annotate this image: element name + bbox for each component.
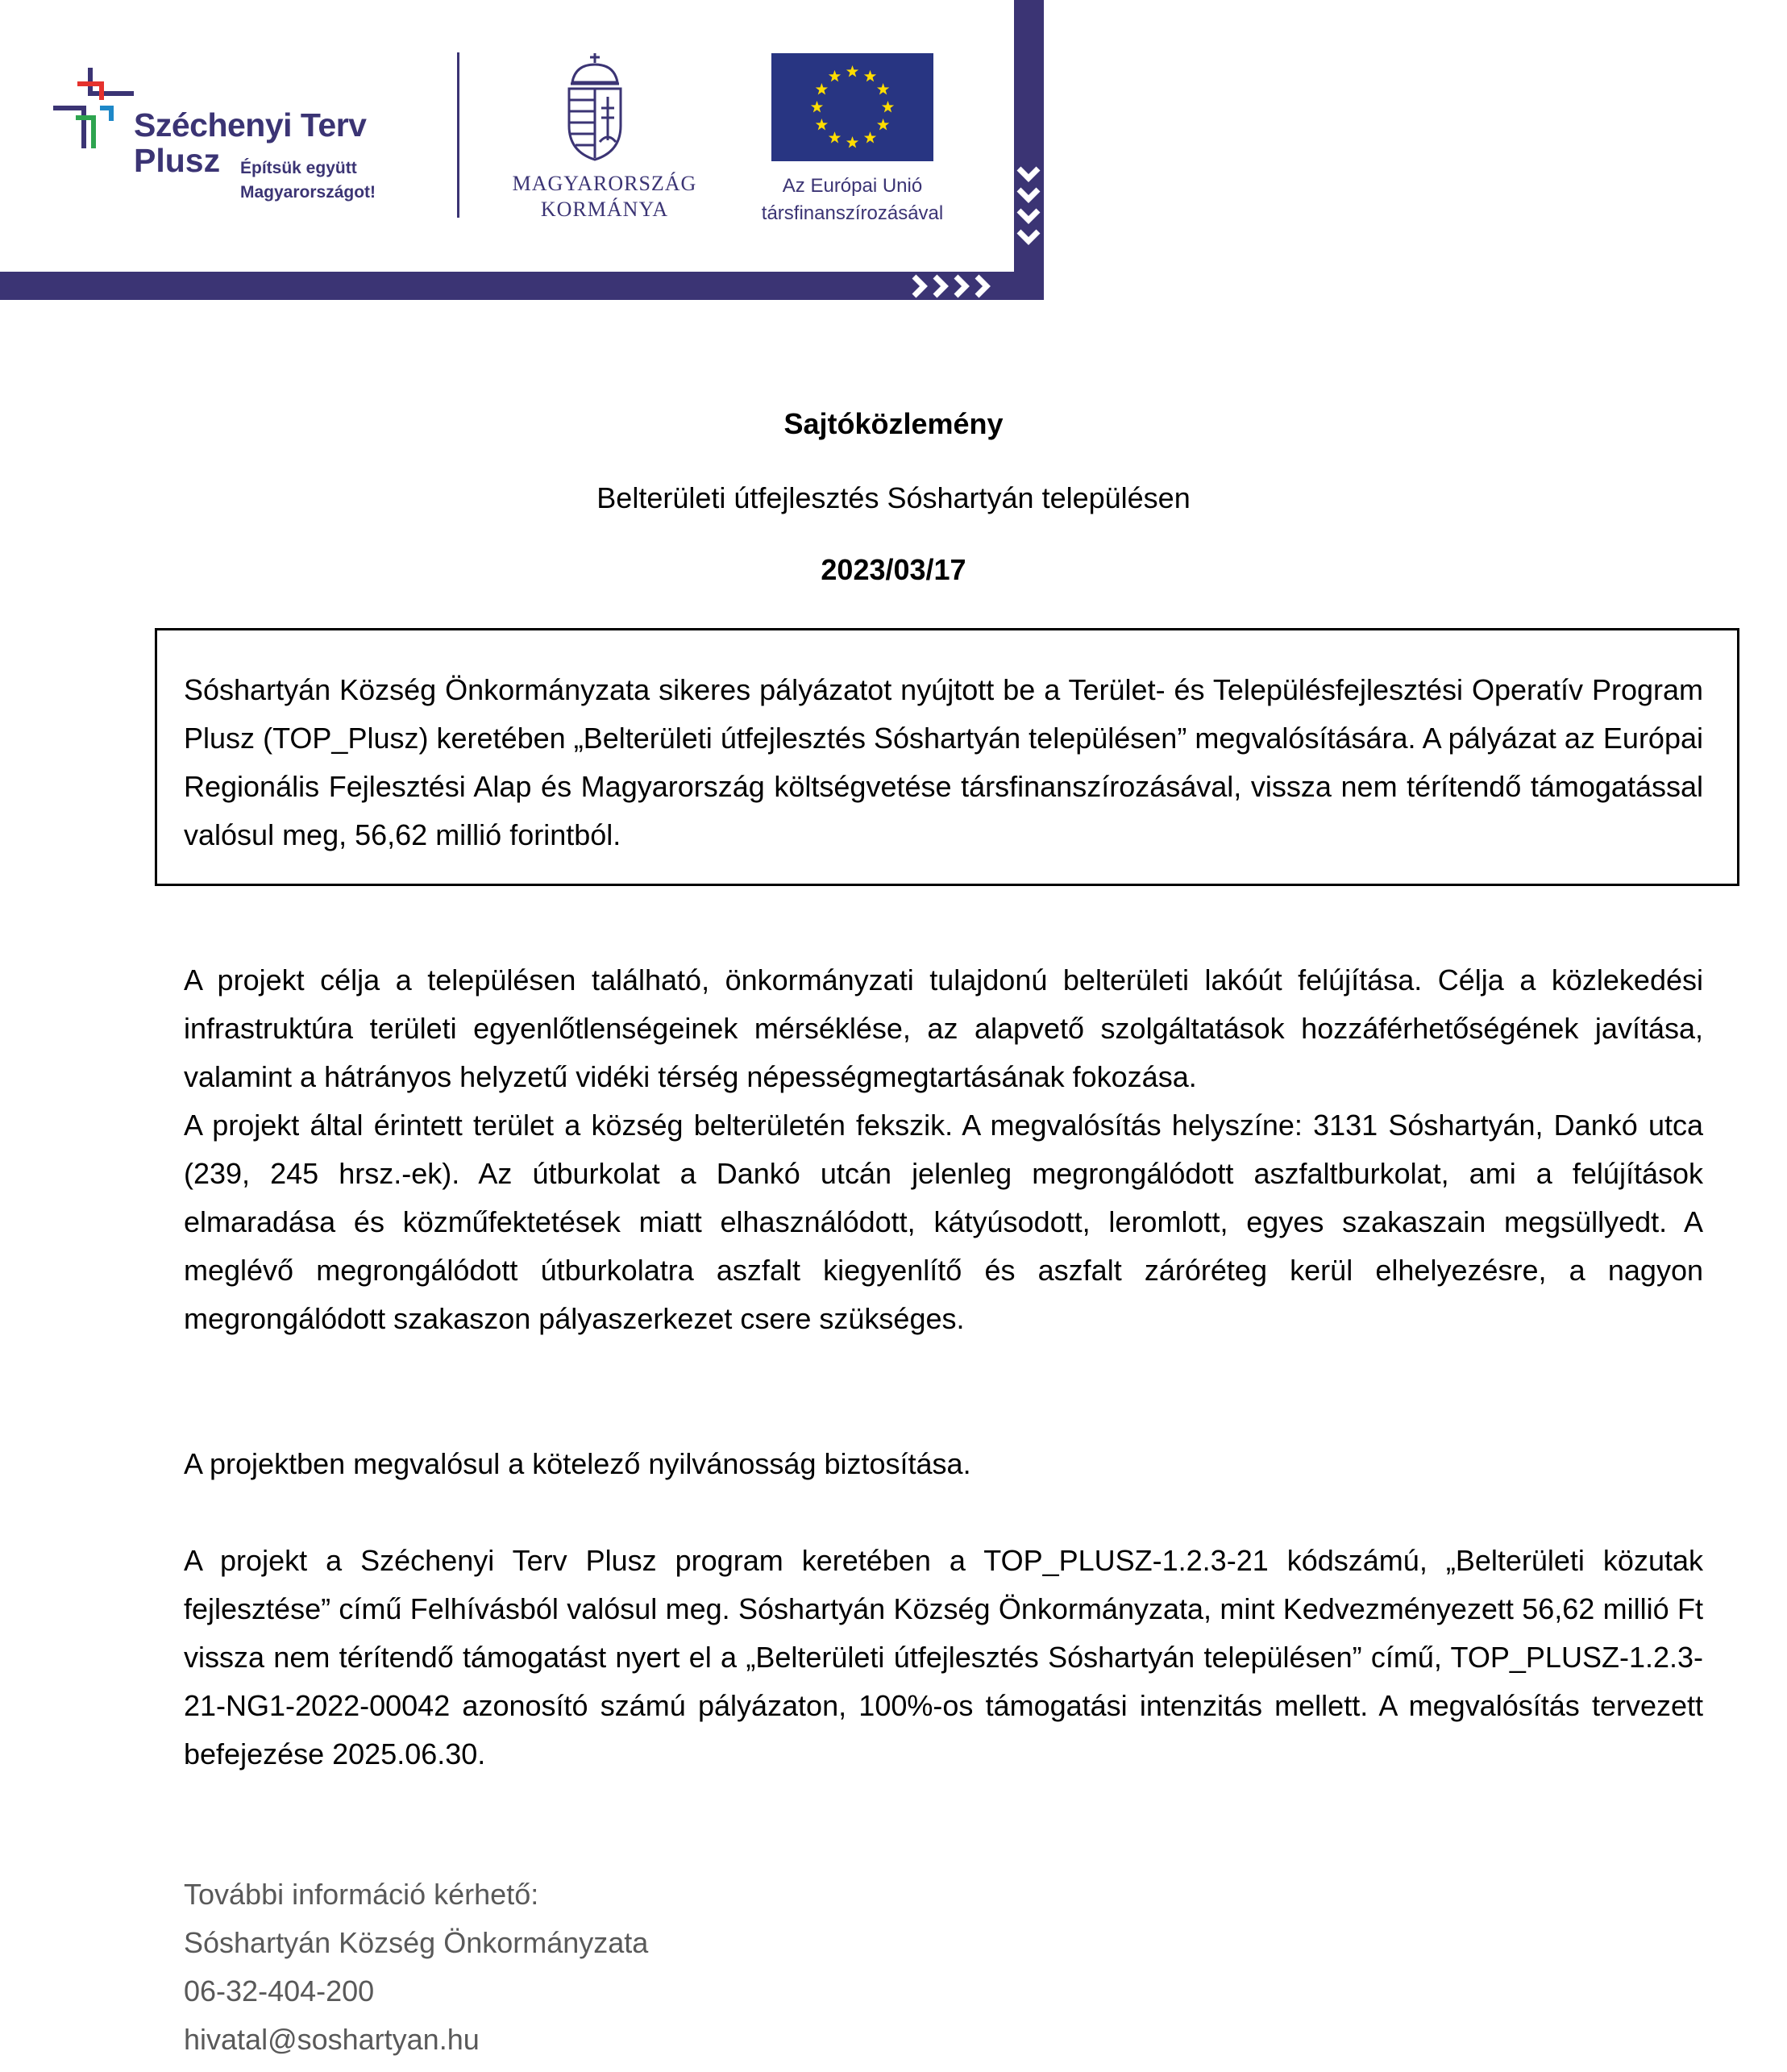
szt-logo-line2: Plusz <box>134 142 221 179</box>
chevron-right-icon <box>909 273 998 299</box>
szechenyi-cross-icon <box>53 68 134 148</box>
contact-block <box>184 1870 648 2064</box>
paragraph-location: A projekt által érintett terület a község belterületén fekszik. A megvalósítás helyszíne: 3131 Sóshartyán, Dankó utca (239, 245 hrsz.-ek). Az útburkolat a Dankó utcán jelenleg megrongálódott aszfaltburkolat, ami a felújítások elmaradása és közműfektetések miatt elhasználódott, kátyúsodott, leromlott, egyes szakaszain megsüllyedt. A meglévő megrongálódott útburkolatra aszfalt kiegyenlítő és aszfalt záróréteg kerül elhelyezésre, a nagyon megrongálódott szakaszon pályaszerkezet csere szükséges. <box>184 1109 1703 1335</box>
publicity-section <box>184 1440 1703 1488</box>
government-logo-text <box>500 171 709 223</box>
eu-star <box>811 101 823 112</box>
chevron-down-icon <box>1014 165 1044 254</box>
szt-tagline-line1: Építsük együtt <box>240 159 357 177</box>
eu-star <box>882 101 894 112</box>
page-subtitle: Belterületi útfejlesztés Sóshartyán településen <box>596 481 1191 514</box>
paragraph-goal: A projekt célja a településen található, önkormányzati tulajdonú belterületi lakóút felújítása. Célja a közlekedési infrastruktúra területi egyenlőtlenségeinek mérséklése, az alapvető szolgáltatások hozzáférhetőségének javítása, valamint a hátrányos helyzetű vidéki térség népességmegtartásának fokozása. <box>184 963 1703 1093</box>
header-banner <box>0 0 1048 300</box>
project-goal-section <box>184 956 1703 1343</box>
contact-email: hivatal@soshartyan.hu <box>184 2023 480 2056</box>
szt-logo-line1: Széchenyi Terv <box>134 106 367 144</box>
contact-phone: 06-32-404-200 <box>184 1974 375 2008</box>
paragraph-funding: A projekt a Széchenyi Terv Plusz program keretében a TOP_PLUSZ-1.2.3-21 kódszámú, „Belterületi közutak fejlesztése” című Felhívásból valósul meg. Sóshartyán Község Önkormányzata, mint Kedvezményezett 56,62 millió Ft vissza nem térítendő támogatást nyert el a „Belterületi útfejlesztés Sóshartyán településen” című, TOP_PLUSZ-1.2.3-21-NG1-2022-00042 azonosító számú pályázaton, 100%-os támogatási intenzitás mellett. A megvalósítás tervezett befejezése 2025.06.30. <box>184 1544 1703 1770</box>
eu-flag-icon <box>771 53 933 161</box>
paragraph-publicity: A projektben megvalósul a kötelező nyilvánosság biztosítása. <box>184 1447 971 1480</box>
eu-star <box>864 70 876 81</box>
summary-text: Sóshartyán Község Önkormányzata sikeres pályázatot nyújtott be a Terület- és Településfejlesztési Operatív Program Plusz (TOP_Plusz) keretében „Belterületi útfejlesztés Sóshartyán településen” megvalósítására. A pályázat az Európai Regionális Fejlesztési Alap és Magyarország költségvetése társfinanszírozásával, vissza nem térítendő támogatással valósul meg, 56,62 millió forintból. <box>184 673 1703 851</box>
banner-right-stripe <box>1014 0 1044 300</box>
eu-star <box>829 70 841 81</box>
eu-stars-icon <box>771 53 933 161</box>
szt-tagline-line2: Magyarországot! <box>240 183 376 202</box>
eu-logo-text <box>734 173 971 227</box>
eu-line1: Az Európai Unió <box>782 175 923 197</box>
eu-star <box>816 119 828 130</box>
funding-section <box>184 1537 1703 1779</box>
logo-divider <box>457 52 459 218</box>
government-line1: MAGYARORSZÁG <box>512 172 697 195</box>
eu-star <box>829 131 841 143</box>
banner-bottom-bar <box>0 272 1044 300</box>
eu-star <box>877 119 889 130</box>
eu-line2: társfinanszírozásával <box>761 202 944 224</box>
eu-star <box>816 83 828 94</box>
eu-star <box>877 83 889 94</box>
page-title: Sajtóközlemény <box>783 407 1004 440</box>
eu-star <box>864 131 876 143</box>
eu-star <box>846 65 858 77</box>
summary-paragraph <box>184 666 1703 859</box>
coat-of-arms-icon <box>564 52 625 163</box>
publication-date: 2023/03/17 <box>821 553 966 586</box>
contact-organization: Sóshartyán Község Önkormányzata <box>184 1926 649 1959</box>
government-line2: KORMÁNYA <box>540 198 669 221</box>
eu-star <box>846 136 858 148</box>
szt-logo-tagline <box>240 156 376 205</box>
contact-label: További információ kérhető: <box>184 1878 539 1911</box>
